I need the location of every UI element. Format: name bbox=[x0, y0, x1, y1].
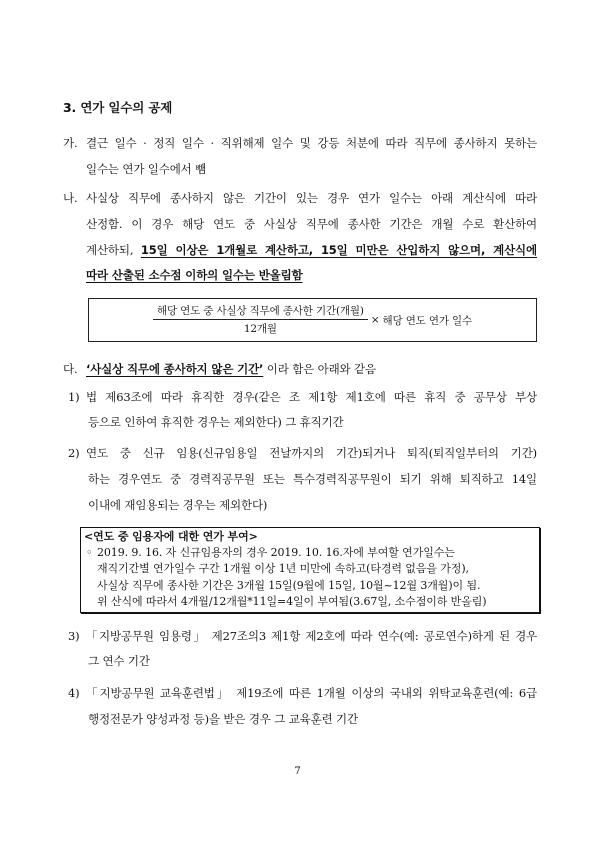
item-ga-text-1: 결근 일수 · 정직 일수 · 직위해제 일수 및 강등 처분에 따라 직무에 종사하지 못하는 bbox=[86, 136, 537, 150]
sub-item-2-text-1: 연도 중 신규 임용(신규임용일 전날까지의 기간)되거나 퇴직(퇴직일부터의 기간) bbox=[86, 446, 537, 460]
sub-item-2-marker: 2) bbox=[68, 446, 80, 460]
sub-item-1-text-2: 등으로 인하여 휴직한 경우는 제외한다) 그 휴직기간 bbox=[88, 415, 344, 429]
example-box-line-3: 사실상 직무에 종사한 기간은 3개월 15일(9월에 15일, 10월~12월 3개월)이 됨. bbox=[97, 578, 481, 592]
example-box-text-1: 2019. 9. 16. 자 신규임용자의 경우 2019. 10. 16.자에 부여할 연가일수는 bbox=[97, 546, 455, 559]
item-da-text bbox=[86, 356, 537, 382]
formula-denominator: 12개월 bbox=[243, 323, 277, 335]
formula-multiply-sign: × bbox=[370, 314, 380, 326]
sub-item-4-line-1 bbox=[68, 680, 537, 706]
sub-item-1-line-1 bbox=[68, 385, 537, 410]
formula-multiplier: 해당 연도 연가 일수 bbox=[382, 314, 473, 327]
item-na-text-4 bbox=[86, 263, 537, 289]
sub-item-1-line-2 bbox=[68, 410, 537, 435]
sub-item-4-text-2: 행정전문가 양성과정 등)을 받은 경우 그 교육훈련 기간 bbox=[88, 712, 358, 726]
sub-item-3-text-1: 「지방공무원 임용령」 제27조의3 제1항 제2호에 따라 연수(예: 공로연수)하게 된 경우 bbox=[86, 629, 537, 643]
sub-item-4-marker: 4) bbox=[68, 686, 80, 700]
item-na-emphasis-2: 따라 산출된 소수점 이하의 일수는 반올림함 bbox=[86, 268, 303, 283]
sub-item-2-line-2 bbox=[68, 466, 537, 492]
item-da-line-1 bbox=[63, 356, 537, 382]
item-na-text-2: 산정함. 이 경우 해당 연도 중 사실상 직무에 종사한 기간은 개월 수로 환산하여 bbox=[86, 216, 537, 231]
sub-item-2-line-1 bbox=[68, 440, 537, 466]
item-ga-line-1 bbox=[63, 130, 537, 156]
sub-item-3-line-1 bbox=[68, 624, 537, 649]
sub-item-3-marker: 3) bbox=[68, 629, 80, 643]
sub-item-2-line-3 bbox=[68, 492, 537, 518]
sub-item-3-line-2 bbox=[68, 649, 537, 674]
page-number: 7 bbox=[294, 766, 301, 777]
item-da-marker: 다. bbox=[63, 362, 78, 376]
sub-item-1 bbox=[68, 385, 537, 435]
item-na-emphasis-1: 15일 이상은 1개월로 계산하고, 15일 미만은 산입하지 않으며, 계산식에 bbox=[140, 242, 537, 257]
example-box-line-2: 재직기간별 연가일수 구간 1개월 이상 1년 미만에 속하고(타경력 없음을 가정), bbox=[97, 562, 469, 576]
example-box-title: <연도 중 임용자에 대한 연가 부여> bbox=[84, 530, 258, 543]
item-na-text-3-lead: 계산하되, bbox=[86, 242, 141, 257]
item-na-line-3 bbox=[63, 238, 537, 264]
example-box-line-4: 위 산식에 따라서 4개월/12개월*11일=4일이 부여됨(3.67일, 소수점이하 반올림) bbox=[97, 594, 487, 608]
sub-item-3 bbox=[68, 624, 537, 674]
sub-item-1-marker: 1) bbox=[68, 390, 80, 404]
sub-item-3-text-2: 그 연수 기간 bbox=[88, 654, 150, 668]
item-na-text-3 bbox=[86, 238, 537, 264]
sub-item-2-text-2: 하는 경우연도 중 경력직공무원 또는 특수경력직공무원이 되기 위해 퇴직하고 14일 bbox=[88, 472, 537, 486]
item-na-line-1 bbox=[63, 186, 537, 212]
sub-item-1-text-1: 법 제63조에 따라 휴직한 경우(같은 조 제1항 제1호에 따른 휴직 중 공무상 부상 bbox=[86, 390, 537, 404]
item-ga-line-2 bbox=[63, 156, 537, 182]
example-box bbox=[80, 527, 540, 613]
formula-numerator: 해당 연도 중 사실상 직무에 종사한 기간(개월) bbox=[153, 304, 368, 320]
item-da-rest: 이라 함은 아래와 같음 bbox=[263, 362, 376, 376]
sub-item-4 bbox=[68, 680, 537, 732]
section-heading: 3. 연가 일수의 공제 bbox=[63, 100, 173, 115]
item-da bbox=[63, 356, 537, 382]
formula-fraction bbox=[153, 304, 368, 336]
item-na-marker: 나. bbox=[63, 191, 78, 205]
item-na-line-2 bbox=[63, 212, 537, 238]
item-na bbox=[63, 186, 537, 289]
sub-item-2-text-3: 이내에 재임용되는 경우는 제외한다) bbox=[88, 498, 268, 512]
item-ga-text-2: 일수는 연가 일수에서 뺌 bbox=[86, 162, 207, 176]
item-ga-marker: 가. bbox=[63, 136, 78, 150]
sub-item-2 bbox=[68, 440, 537, 518]
item-ga bbox=[63, 130, 537, 182]
sub-item-4-line-2 bbox=[68, 706, 537, 732]
sub-item-4-text-1: 「지방공무원 교육훈련법」 제19조에 따른 1개월 이상의 국내외 위탁교육훈련(예: 6급 bbox=[86, 686, 537, 700]
item-na-text-1: 사실상 직무에 종사하지 않은 기간이 있는 경우 연가 일수는 아래 계산식에 따라 bbox=[86, 191, 537, 205]
bullet-icon: ◦ bbox=[86, 546, 93, 559]
example-box-line-1 bbox=[81, 545, 539, 561]
formula-box bbox=[88, 298, 537, 342]
item-na-line-4 bbox=[63, 263, 537, 289]
item-da-emphasis: ‘사실상 직무에 종사하지 않은 기간’ bbox=[86, 362, 264, 376]
